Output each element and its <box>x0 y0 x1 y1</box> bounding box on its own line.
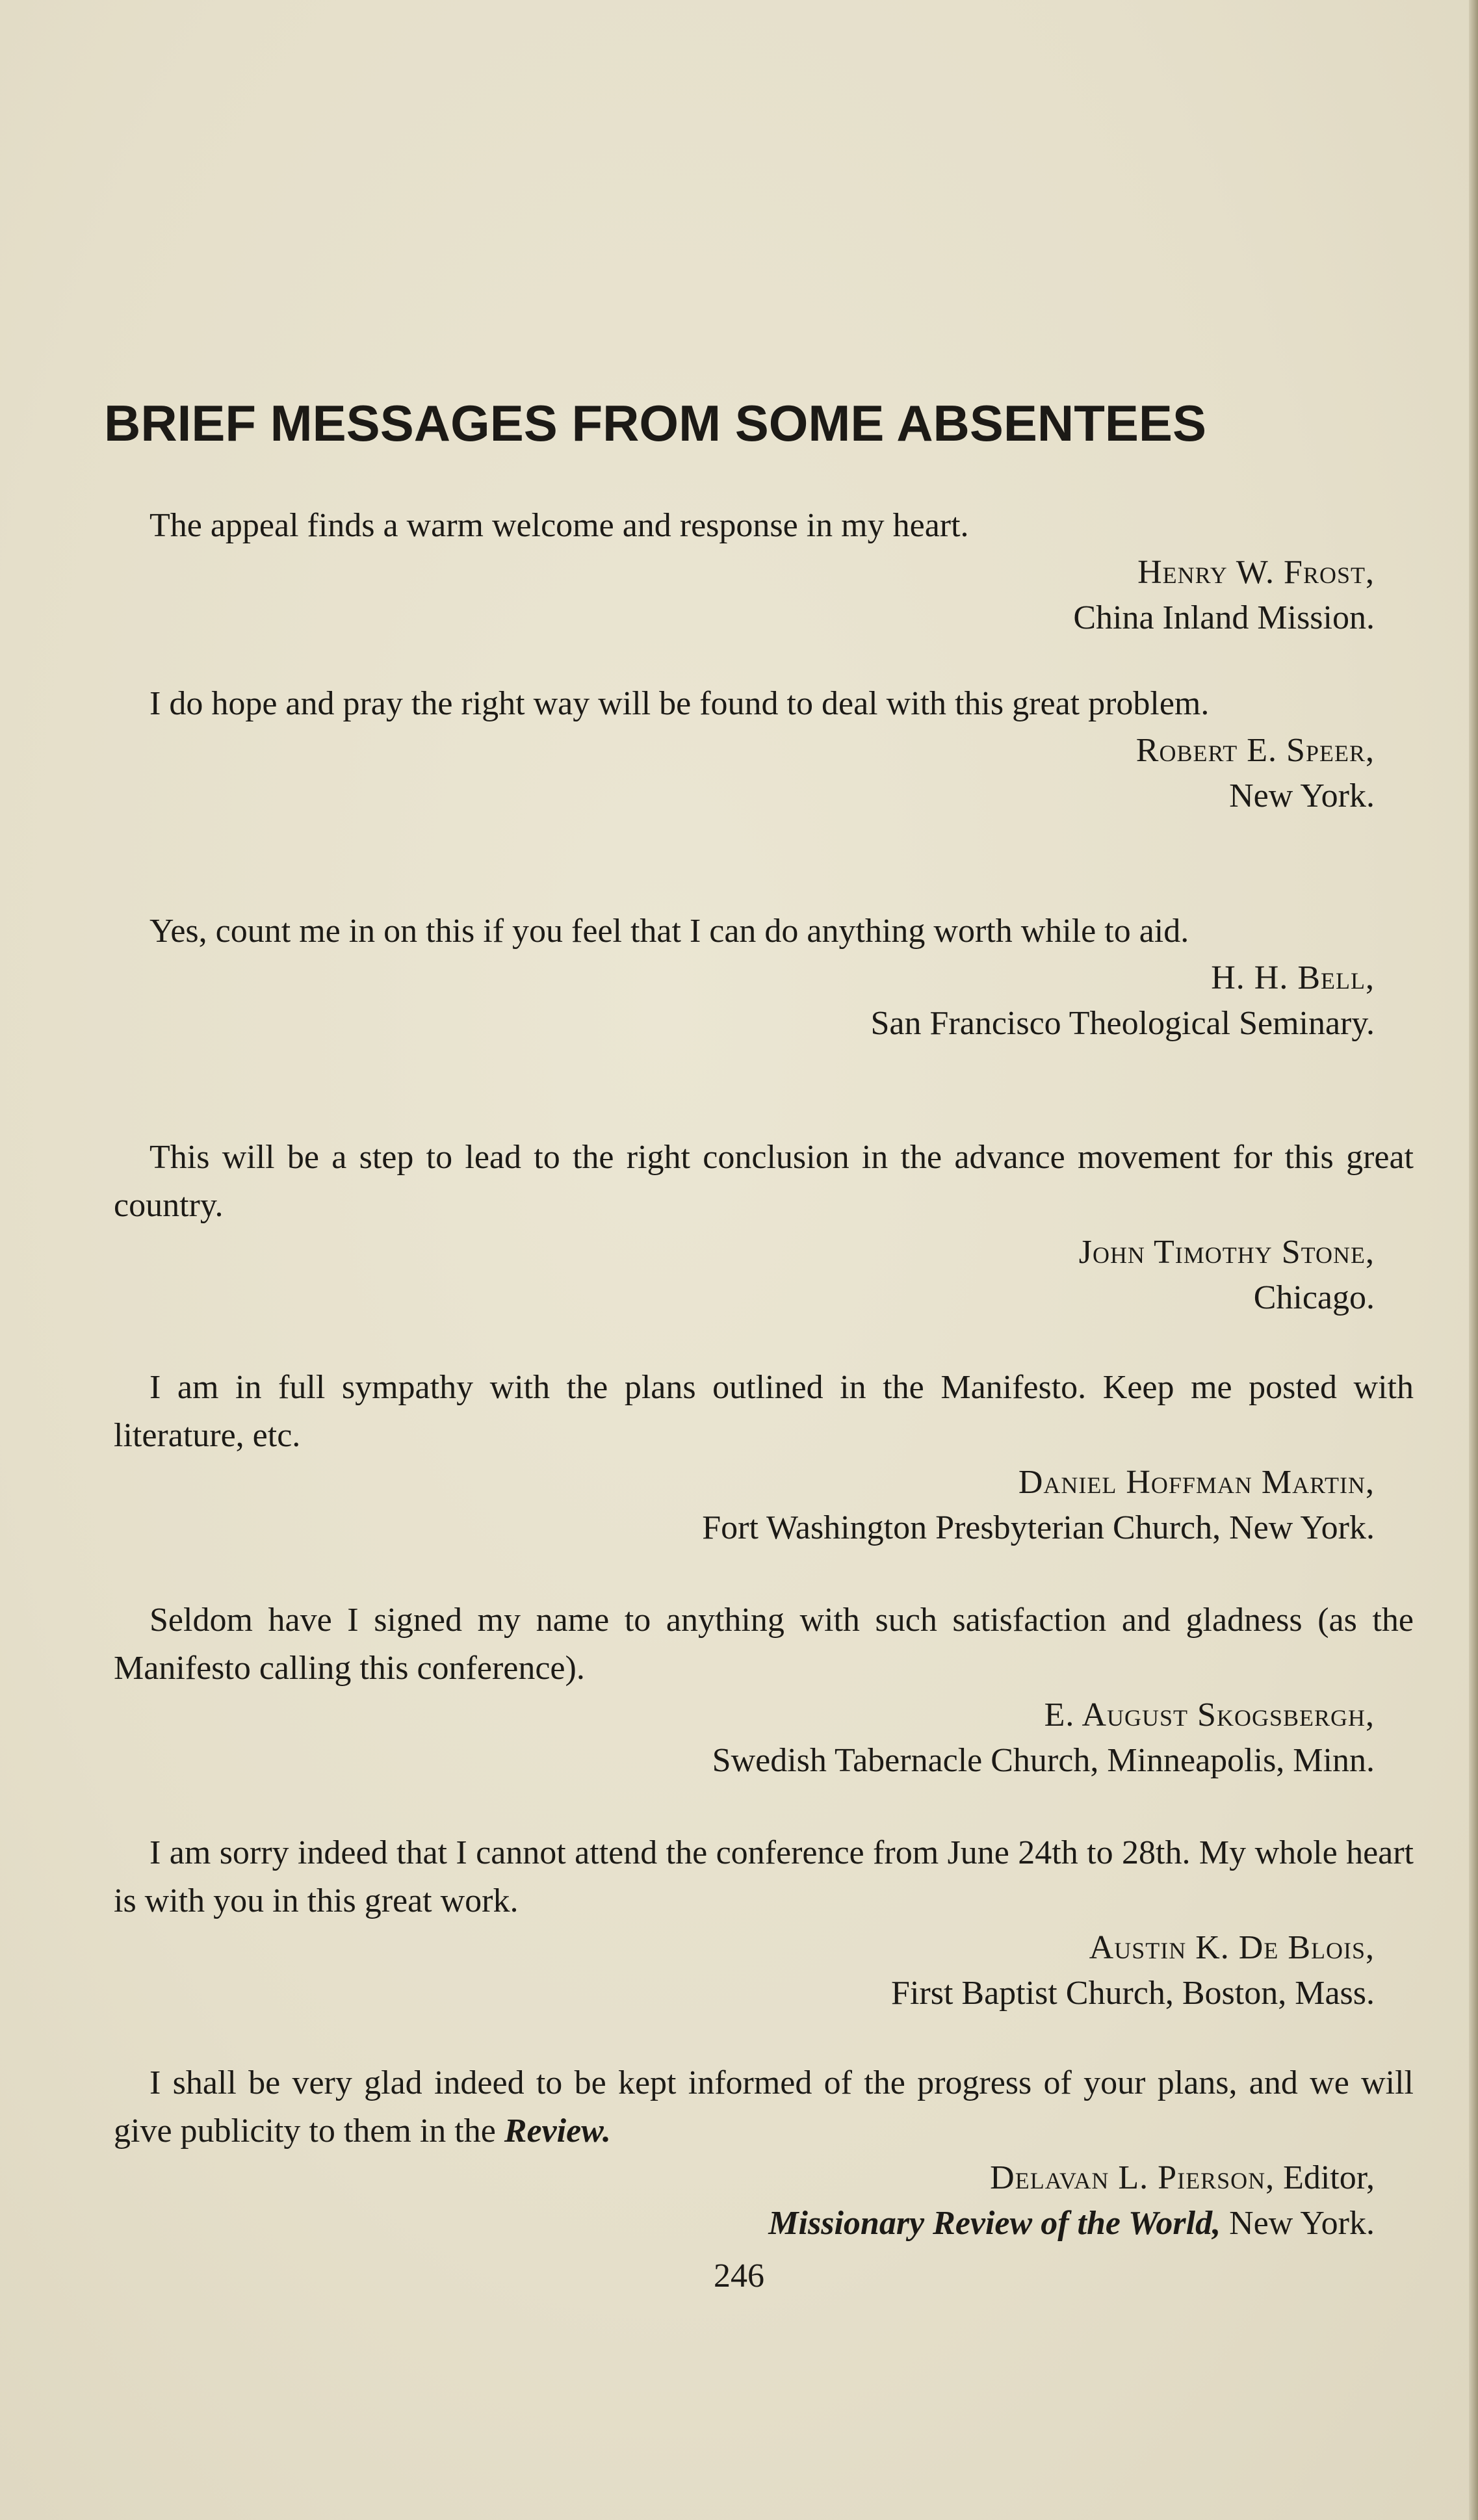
message-text: I shall be very glad indeed to be kept informed of the progress of your plans, and we will give publicity to them in the Review. <box>114 2064 1414 2150</box>
page-heading: BRIEF MESSAGES FROM SOME ABSENTEES <box>104 395 1206 452</box>
message-frost <box>114 502 1414 641</box>
page-number: 246 <box>714 2257 764 2294</box>
message-text: I am in full sympathy with the plans outlined in the Manifesto. Keep me posted with literature, etc. <box>114 1369 1414 1454</box>
message-text: The appeal finds a warm welcome and response in my heart. <box>149 507 969 544</box>
signature-name: John Timothy Stone, <box>1078 1234 1375 1271</box>
message-deblois <box>114 1829 1414 2016</box>
signature-affiliation: Swedish Tabernacle Church, Minneapolis, Minn. <box>712 1742 1375 1779</box>
message-martin <box>114 1364 1414 1551</box>
signature-affiliation: Missionary Review of the World, New York. <box>768 2205 1375 2242</box>
message-text: I am sorry indeed that I cannot attend the conference from June 24th to 28th. My whole heart is with you in this great work. <box>114 1834 1414 1919</box>
signature-affiliation: Chicago. <box>1253 1279 1375 1316</box>
message-text: Seldom have I signed my name to anything with such satisfaction and gladness (as the Manifesto calling this conference). <box>114 1602 1414 1687</box>
message-speer <box>114 680 1414 819</box>
message-skogsbergh <box>114 1596 1414 1784</box>
message-bell <box>114 907 1414 1046</box>
signature-name: H. H. Bell, <box>1211 959 1375 996</box>
page-edge-shadow <box>1469 0 1478 2520</box>
signature-affiliation: San Francisco Theological Seminary. <box>870 1005 1375 1042</box>
signature-name: Robert E. Speer, <box>1135 732 1375 769</box>
signature-name: E. August Skogsbergh, <box>1044 1696 1375 1734</box>
signature-affiliation: First Baptist Church, Boston, Mass. <box>891 1975 1375 2012</box>
signature-name: Daniel Hoffman Martin, <box>1018 1464 1375 1501</box>
message-text: This will be a step to lead to the right conclusion in the advance movement for this great country. <box>114 1139 1414 1224</box>
signature-name: Delavan L. Pierson, Editor, <box>990 2159 1375 2196</box>
signature-affiliation: New York. <box>1229 777 1375 814</box>
signature-name: Austin K. De Blois, <box>1089 1929 1375 1966</box>
signature-name: Henry W. Frost, <box>1137 554 1375 591</box>
message-stone <box>114 1134 1414 1321</box>
signature-affiliation: China Inland Mission. <box>1073 599 1375 636</box>
message-text: Yes, count me in on this if you feel that I can do anything worth while to aid. <box>149 913 1189 950</box>
message-pierson <box>114 2059 1414 2246</box>
message-text: I do hope and pray the right way will be found to deal with this great problem. <box>149 685 1210 722</box>
review-italic: Review. <box>504 2112 611 2150</box>
signature-affiliation: Fort Washington Presbyterian Church, New York. <box>702 1509 1375 1546</box>
